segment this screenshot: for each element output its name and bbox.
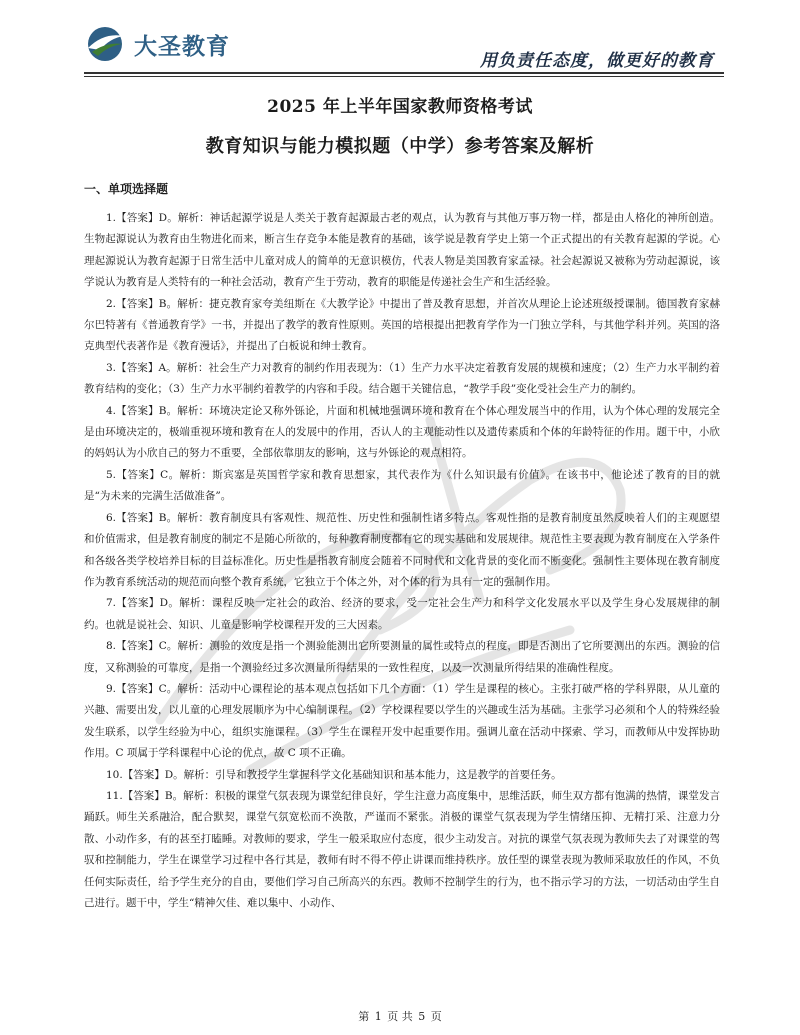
section-heading: 一、单项选择题 [84,182,169,196]
logo-icon [84,26,126,62]
answer-item: 9.【答案】C。解析：活动中心课程论的基本观点包括如下几个方面：（1）学生是课程的核心。主张打破严格的学科界限，从儿童的兴趣、需要出发，以儿童的心理发展顺序为中心编制课程。（2）学校课程要以学生的兴趣或生活为基础。主张学习必须和个人的特殊经验发生联系，以学生经验为中心，组织实施课程。（3）学生在课程开发中起重要作用。强调儿童在活动中探索、学习，而教师从中发挥协助作用。C 项属于学科课程中心论的优点，故 C 项不正确。 [84,682,720,760]
answer-item: 4.【答案】B。解析：环境决定论又称外铄论，片面和机械地强调环境和教育在个体心理发展当中的作用，认为个体心理的发展完全是由环境决定的，极端重视环境和教育在人的发展中的作用，否认人的主观能动性以及遗传素质和个体的年龄特征的作用。题干中，小欣的妈妈认为小欣自己的努力不重要，全部依靠朋友的影响，这与外铄论的观点相符。 [84,404,720,460]
footer-total-pages: 5 [418,1010,426,1023]
answer-item: 7.【答案】D。解析：课程反映一定社会的政治、经济的要求，受一定社会生产力和科学文化发展水平以及学生身心发展规律的制约。也就是说社会、知识、儿童是影响学校课程开发的三大因素。 [84,597,720,631]
header-divider-thin [84,76,724,77]
header-slogan: 用负责任态度，做更好的教育 [480,51,714,71]
page-header [0,0,800,80]
page-title: 2025 年上半年国家教师资格考试 [267,97,533,117]
header-divider [84,72,724,74]
footer-mid: 页 共 [387,1010,413,1023]
footer-suffix: 页 [430,1010,442,1023]
answer-item: 5.【答案】C。解析：斯宾塞是英国哲学家和教育思想家，其代表作为《什么知识最有价值》。在该书中，他论述了教育的目的就是“为未来的完满生活做准备”。 [84,468,720,503]
logo-text: 大圣教育 [134,33,230,60]
answer-list [84,208,720,914]
answer-item: 10.【答案】D。解析：引导和教授学生掌握科学文化基础知识和基本能力，这是教学的首要任务。 [106,768,562,781]
answer-item: 1.【答案】D。解析：神话起源学说是人类关于教育起源最古老的观点，认为教育与其他万事万物一样，都是由人格化的神所创造。生物起源说认为教育由生物进化而来，断言生存竞争本能是教育的基础，该学说是教育学史上第一个正式提出的有关教育起源的学说。心理起源说认为教育起源于日常生活中儿童对成人的简单的无意识模仿，代表人物是美国教育家孟禄。社会起源说又被称为劳动起源说，该学说认为教育是人类特有的一种社会活动，教育产生于劳动，教育的职能是传递社会生产和生活经验。 [84,212,720,289]
footer-page-number: 1 [374,1010,382,1023]
page-footer [0,1008,800,1024]
answer-item: 8.【答案】C。解析：测验的效度是指一个测验能测出它所要测量的属性或特点的程度，即是否测出了它所要测出的东西。测验的信度，又称测验的可靠度，是指一个测验经过多次测量所得结果的一致性程度，以及一次测量所得结果的准确性程度。 [84,640,720,674]
page-subtitle: 教育知识与能力模拟题（中学）参考答案及解析 [205,136,595,157]
footer-prefix: 第 [358,1010,370,1023]
logo [84,26,230,62]
answer-item: 6.【答案】B。解析：教育制度具有客观性、规范性、历史性和强制性诸多特点。客观性指的是教育制度虽然反映着人们的主观愿望和价值需求，但是教育制度的制定不是随心所欲的，每种教育制度都有它的现实基础和发展规律。规范性主要表现为教育制度在入学条件和各级各类学校培养目标的目益标准化。历史性是指教育制度会随着不同时代和文化背景的变化而不断变化。强制性主要体现在教育制度作为教育系统活动的规范而向整个教育系统，它独立于个体之外，对个体的行为具有一定的强制作用。 [84,511,720,588]
answer-item: 11.【答案】B。解析：积极的课堂气氛表现为课堂纪律良好，学生注意力高度集中，思维活跃，师生双方都有饱满的热情，课堂发言踊跃。师生关系融洽，配合默契，课堂气氛宽松而不涣散，严谨而不紧张。消极的课堂气氛表现为学生情绪压抑、无精打采、注意力分散、小动作多，有的甚至打瞌睡。对教师的要求，学生一般采取应付态度，很少主动发言。对抗的课堂气氛表现为教师失去了对课堂的驾驭和控制能力，学生在课堂学习过程中各行其是，教师有时不得不停止讲课而维持秩序。放任型的课堂表现为教师采取放任的作风，不负任何实际责任，给予学生充分的自由，要他们学习自己所高兴的东西。教师不控制学生的行为，也不指示学习的方法，一切活动由学生自己进行。题干中，学生“精神欠佳、难以集中、小动作、 [84,789,720,909]
answer-item: 2.【答案】B。解析：捷克教育家夸美纽斯在《大教学论》中提出了普及教育思想，并首次从理论上论述班级授课制。德国教育家赫尔巴特著有《普通教育学》一书，并提出了教学的教育性原则。英国的培根提出把教育学作为一门独立学科，与其他学科并列。英国的洛克典型代表著作是《教育漫话》，并提出了白板说和绅士教育。 [84,297,720,353]
answer-item: 3.【答案】A。解析：社会生产力对教育的制约作用表现为：（1）生产力水平决定着教育发展的规模和速度；（2）生产力水平制约着教育结构的变化；（3）生产力水平制约着教学的内容和手段。结合题干关键信息，“教学手段”变化受社会生产力的制约。 [84,361,720,396]
